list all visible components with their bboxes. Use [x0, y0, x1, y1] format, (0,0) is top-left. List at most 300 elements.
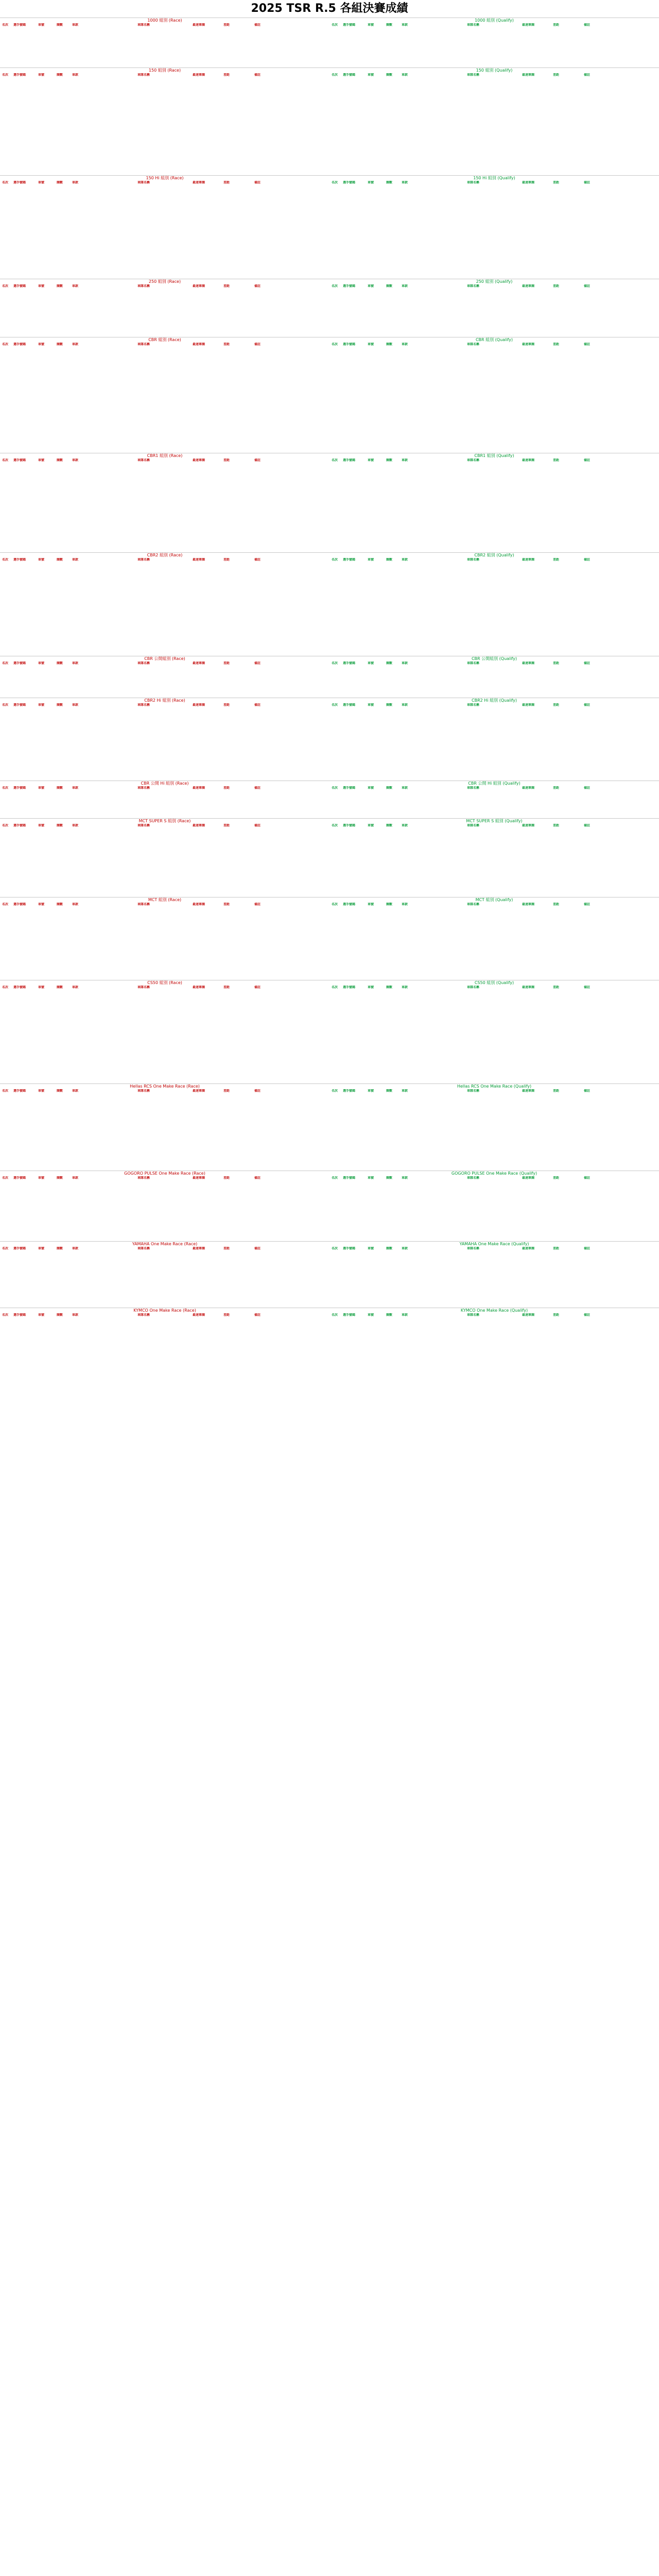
table-row	[0, 948, 659, 952]
column-header: 圈數	[386, 284, 393, 288]
table-row	[0, 251, 659, 255]
results-sections	[0, 18, 659, 1419]
table-row	[0, 197, 659, 201]
table-row	[0, 301, 659, 305]
left-header	[0, 284, 330, 289]
table-header-row	[0, 703, 659, 707]
column-header: 名次	[2, 662, 9, 665]
column-header: 備註	[584, 824, 591, 827]
right-header	[330, 284, 659, 289]
table-row	[0, 98, 659, 102]
column-header: 車號	[368, 1313, 374, 1317]
column-header: 名次	[332, 459, 338, 462]
column-header: 車號	[38, 558, 45, 562]
table-header-row	[0, 662, 659, 666]
column-header: 車號	[368, 703, 374, 707]
table-header-row	[0, 1313, 659, 1317]
right-header	[330, 181, 659, 185]
column-header: 最速單圈	[522, 986, 535, 989]
column-header: 備註	[584, 1089, 591, 1093]
column-header: 名次	[332, 903, 338, 906]
column-header: 車款	[402, 343, 408, 346]
column-header: 選手號碼	[13, 558, 26, 562]
column-header: 備註	[254, 459, 261, 462]
column-header: 名次	[332, 181, 338, 184]
column-header: 車號	[38, 1176, 45, 1180]
column-header: 車隊名稱	[137, 1176, 150, 1180]
table-row	[0, 973, 659, 977]
column-header: 車隊名稱	[137, 284, 150, 288]
column-header: 名次	[2, 703, 9, 707]
column-header: 差距	[223, 903, 230, 906]
table-row	[0, 886, 659, 890]
table-row	[0, 313, 659, 317]
column-header: 車隊名稱	[466, 1247, 479, 1250]
column-header: 最速單圈	[193, 23, 205, 27]
race-section-title: CBR2 組別 (Race)	[147, 553, 183, 557]
left-header	[0, 824, 330, 828]
table-row	[0, 570, 659, 574]
table-row	[0, 1379, 659, 1383]
column-header: 圈數	[386, 181, 393, 184]
column-header: 車號	[38, 459, 45, 462]
table-row	[0, 857, 659, 861]
column-header: 車款	[402, 23, 408, 27]
table-row	[0, 773, 659, 777]
table-row	[0, 388, 659, 392]
table-row	[0, 1118, 659, 1122]
column-header: 差距	[223, 824, 230, 827]
column-header: 車隊名稱	[466, 662, 479, 665]
table-row	[0, 123, 659, 127]
table-row	[0, 1205, 659, 1209]
table-row	[0, 794, 659, 799]
section-header	[0, 279, 659, 284]
results-section	[0, 980, 659, 1083]
section-header	[0, 818, 659, 824]
left-header	[0, 903, 330, 907]
column-header: 圈數	[57, 284, 63, 288]
column-header: 圈數	[386, 73, 393, 77]
qualify-section-title: YAMAHA One Make Race (Qualify)	[459, 1242, 529, 1246]
column-header: 備註	[254, 662, 261, 665]
table-row	[0, 844, 659, 849]
table-row	[0, 1110, 659, 1114]
column-header: 車款	[72, 786, 79, 790]
column-header: 名次	[332, 986, 338, 989]
table-header-row	[0, 1247, 659, 1251]
column-header: 備註	[584, 558, 591, 562]
table-row	[0, 1367, 659, 1371]
table-row	[0, 1006, 659, 1010]
column-header: 車款	[402, 558, 408, 562]
left-header	[0, 23, 330, 27]
column-header: 最速單圈	[193, 459, 205, 462]
column-header: 選手號碼	[343, 1089, 356, 1093]
column-header: 車號	[368, 662, 374, 665]
table-row	[0, 293, 659, 297]
column-header: 最速單圈	[193, 181, 205, 184]
column-header: 差距	[553, 703, 560, 707]
table-row	[0, 1230, 659, 1234]
column-header: 車隊名稱	[466, 1089, 479, 1093]
table-row	[0, 690, 659, 694]
table-row	[0, 769, 659, 773]
column-header: 差距	[223, 703, 230, 707]
section-header	[0, 1171, 659, 1176]
table-row	[0, 1072, 659, 1076]
results-section	[0, 781, 659, 818]
column-header: 圈數	[57, 459, 63, 462]
column-header: 差距	[553, 824, 560, 827]
column-header: 車款	[402, 181, 408, 184]
table-row	[0, 151, 659, 156]
table-row	[0, 1342, 659, 1346]
table-row	[0, 409, 659, 413]
table-row	[0, 1234, 659, 1238]
column-header: 車號	[38, 1313, 45, 1317]
table-row	[0, 1093, 659, 1097]
table-row	[0, 127, 659, 131]
table-row	[0, 1209, 659, 1213]
results-section	[0, 1083, 659, 1171]
column-header: 選手號碼	[13, 786, 26, 790]
results-section	[0, 1171, 659, 1241]
results-section	[0, 1241, 659, 1308]
table-row	[0, 1155, 659, 1159]
table-row	[0, 56, 659, 60]
table-row	[0, 1184, 659, 1189]
column-header: 車隊名稱	[466, 23, 479, 27]
table-row	[0, 437, 659, 442]
table-row	[0, 1047, 659, 1052]
column-header: 車隊名稱	[466, 1176, 479, 1180]
column-header: 圈數	[386, 662, 393, 665]
page-title: 2025 TSR R.5 各組決賽成績	[251, 2, 408, 15]
column-header: 車款	[72, 703, 79, 707]
table-row	[0, 479, 659, 483]
qualify-section-title: Hellas RCS One Make Race (Qualify)	[457, 1084, 532, 1089]
column-header: 名次	[332, 1247, 338, 1250]
column-header: 圈數	[386, 558, 393, 562]
table-row	[0, 595, 659, 599]
table-row	[0, 1251, 659, 1255]
table-row	[0, 1076, 659, 1080]
table-row	[0, 193, 659, 197]
qualify-section-title: MCT 組別 (Qualify)	[475, 897, 513, 902]
column-header: 圈數	[386, 1089, 393, 1093]
table-row	[0, 1408, 659, 1412]
column-header: 名次	[332, 284, 338, 288]
column-header: 車號	[368, 903, 374, 906]
race-section-title: MCT 組別 (Race)	[148, 897, 182, 902]
table-row	[0, 1159, 659, 1163]
section-header	[0, 67, 659, 73]
table-row	[0, 533, 659, 537]
table-row	[0, 790, 659, 794]
table-row	[0, 616, 659, 620]
column-header: 名次	[2, 23, 9, 27]
column-header: 備註	[584, 903, 591, 906]
table-row	[0, 828, 659, 832]
column-header: 車隊名稱	[466, 181, 479, 184]
table-row	[0, 1354, 659, 1359]
column-header: 選手號碼	[343, 1176, 356, 1180]
column-header: 差距	[553, 903, 560, 906]
table-row	[0, 317, 659, 321]
table-row	[0, 998, 659, 1002]
table-row	[0, 927, 659, 931]
column-header: 名次	[2, 343, 9, 346]
right-header	[330, 986, 659, 990]
column-header: 選手號碼	[13, 824, 26, 827]
column-header: 圈數	[57, 786, 63, 790]
table-row	[0, 160, 659, 164]
column-header: 差距	[553, 1247, 560, 1250]
column-header: 備註	[254, 558, 261, 562]
column-header: 選手號碼	[13, 181, 26, 184]
column-header: 圈數	[57, 662, 63, 665]
column-header: 車款	[402, 284, 408, 288]
table-row	[0, 645, 659, 649]
left-header	[0, 786, 330, 790]
table-header-row	[0, 343, 659, 347]
left-header	[0, 1247, 330, 1251]
table-row	[0, 1383, 659, 1387]
left-header	[0, 343, 330, 347]
table-row	[0, 1031, 659, 1035]
table-row	[0, 1392, 659, 1396]
table-row	[0, 1143, 659, 1147]
column-header: 車隊名稱	[466, 343, 479, 346]
table-row	[0, 579, 659, 583]
table-row	[0, 400, 659, 404]
section-header	[0, 1083, 659, 1089]
column-header: 車號	[38, 903, 45, 906]
column-header: 車隊名稱	[466, 73, 479, 77]
column-header: 名次	[332, 343, 338, 346]
table-row	[0, 1363, 659, 1367]
table-row	[0, 516, 659, 520]
section-header	[0, 453, 659, 459]
table-row	[0, 86, 659, 90]
table-row	[0, 297, 659, 301]
table-row	[0, 1272, 659, 1276]
column-header: 車款	[72, 1313, 79, 1317]
right-header	[330, 903, 659, 907]
table-row	[0, 1052, 659, 1056]
table-row	[0, 143, 659, 147]
left-header	[0, 73, 330, 77]
column-header: 最速單圈	[193, 284, 205, 288]
column-header: 差距	[553, 181, 560, 184]
column-header: 選手號碼	[13, 986, 26, 989]
column-header: 車號	[368, 1089, 374, 1093]
column-header: 名次	[2, 284, 9, 288]
column-header: 圈數	[386, 703, 393, 707]
column-header: 備註	[584, 23, 591, 27]
table-row	[0, 31, 659, 36]
table-row	[0, 1014, 659, 1019]
table-row	[0, 1226, 659, 1230]
column-header: 差距	[553, 662, 560, 665]
table-row	[0, 599, 659, 603]
section-header	[0, 337, 659, 343]
table-row	[0, 239, 659, 243]
column-header: 最速單圈	[522, 1247, 535, 1250]
table-row	[0, 90, 659, 94]
column-header: 差距	[553, 1089, 560, 1093]
column-header: 車款	[402, 73, 408, 77]
table-row	[0, 849, 659, 853]
column-header: 名次	[332, 23, 338, 27]
column-header: 選手號碼	[343, 786, 356, 790]
column-header: 車隊名稱	[466, 284, 479, 288]
table-row	[0, 376, 659, 380]
column-header: 車隊名稱	[137, 1247, 150, 1250]
table-row	[0, 201, 659, 206]
table-header-row	[0, 1176, 659, 1180]
column-header: 差距	[223, 343, 230, 346]
table-row	[0, 1197, 659, 1201]
column-header: 選手號碼	[13, 73, 26, 77]
section-header	[0, 18, 659, 23]
table-row	[0, 832, 659, 836]
table-row	[0, 740, 659, 744]
column-header: 名次	[332, 558, 338, 562]
column-header: 選手號碼	[343, 73, 356, 77]
table-row	[0, 524, 659, 529]
column-header: 名次	[332, 786, 338, 790]
table-row	[0, 1296, 659, 1300]
column-header: 車款	[402, 662, 408, 665]
column-header: 最速單圈	[522, 558, 535, 562]
column-header: 車隊名稱	[137, 1089, 150, 1093]
column-header: 名次	[2, 181, 9, 184]
column-header: 圈數	[386, 1176, 393, 1180]
race-section-title: CBR2 Hi 組別 (Race)	[144, 698, 185, 703]
column-header: 車號	[38, 73, 45, 77]
qualify-section-title: KYMCO One Make Race (Qualify)	[460, 1308, 528, 1313]
right-header	[330, 662, 659, 666]
table-row	[0, 504, 659, 508]
table-row	[0, 907, 659, 911]
table-row	[0, 1035, 659, 1039]
column-header: 車號	[38, 23, 45, 27]
table-row	[0, 259, 659, 263]
column-header: 備註	[254, 284, 261, 288]
table-row	[0, 367, 659, 371]
table-row	[0, 326, 659, 330]
table-row	[0, 1189, 659, 1193]
column-header: 選手號碼	[343, 703, 356, 707]
table-row	[0, 736, 659, 740]
table-row	[0, 1263, 659, 1267]
table-row	[0, 1280, 659, 1284]
race-section-title: 250 組別 (Race)	[148, 279, 181, 284]
table-header-row	[0, 1089, 659, 1093]
qualify-section-title: 150 Hi 組別 (Qualify)	[473, 176, 515, 180]
column-header: 車號	[368, 284, 374, 288]
table-row	[0, 724, 659, 728]
section-header	[0, 175, 659, 181]
table-row	[0, 135, 659, 139]
left-header	[0, 1313, 330, 1317]
results-section	[0, 656, 659, 698]
column-header: 車隊名稱	[137, 343, 150, 346]
column-header: 差距	[223, 1313, 230, 1317]
table-row	[0, 861, 659, 865]
column-header: 名次	[2, 1247, 9, 1250]
column-header: 圈數	[57, 181, 63, 184]
column-header: 車款	[72, 459, 79, 462]
race-section-title: CS50 組別 (Race)	[147, 980, 182, 985]
column-header: 圈數	[57, 73, 63, 77]
table-row	[0, 471, 659, 475]
table-row	[0, 574, 659, 579]
table-row	[0, 562, 659, 566]
table-row	[0, 873, 659, 877]
table-row	[0, 421, 659, 425]
column-header: 備註	[584, 986, 591, 989]
column-header: 名次	[2, 558, 9, 562]
column-header: 名次	[332, 662, 338, 665]
column-header: 圈數	[386, 1247, 393, 1250]
column-header: 名次	[2, 903, 9, 906]
table-row	[0, 628, 659, 632]
column-header: 車號	[38, 824, 45, 827]
table-row	[0, 1134, 659, 1139]
right-header	[330, 1176, 659, 1180]
race-section-title: 150 組別 (Race)	[148, 68, 181, 73]
column-header: 車款	[402, 824, 408, 827]
table-row	[0, 624, 659, 628]
column-header: 選手號碼	[13, 1089, 26, 1093]
column-header: 備註	[584, 1247, 591, 1250]
column-header: 圈數	[57, 558, 63, 562]
table-row	[0, 1338, 659, 1342]
table-row	[0, 330, 659, 334]
column-header: 車號	[368, 1176, 374, 1180]
table-row	[0, 803, 659, 807]
table-row	[0, 931, 659, 936]
table-row	[0, 865, 659, 869]
race-section-title: MCT SUPER S 組別 (Race)	[138, 819, 191, 823]
column-header: 最速單圈	[522, 284, 535, 288]
column-header: 選手號碼	[13, 662, 26, 665]
table-row	[0, 272, 659, 276]
qualify-section-title: 1000 組別 (Qualify)	[475, 18, 514, 23]
column-header: 備註	[584, 786, 591, 790]
column-header: 圈數	[386, 23, 393, 27]
section-header	[0, 552, 659, 558]
column-header: 車號	[368, 181, 374, 184]
column-header: 差距	[553, 786, 560, 790]
column-header: 車號	[368, 786, 374, 790]
column-header: 車款	[72, 558, 79, 562]
column-header: 選手號碼	[343, 343, 356, 346]
column-header: 圈數	[386, 1313, 393, 1317]
column-header: 圈數	[57, 903, 63, 906]
table-row	[0, 1412, 659, 1416]
table-row	[0, 882, 659, 886]
column-header: 車款	[72, 986, 79, 989]
left-header	[0, 1176, 330, 1180]
table-row	[0, 520, 659, 524]
column-header: 備註	[254, 986, 261, 989]
table-row	[0, 1284, 659, 1288]
table-row	[0, 321, 659, 326]
